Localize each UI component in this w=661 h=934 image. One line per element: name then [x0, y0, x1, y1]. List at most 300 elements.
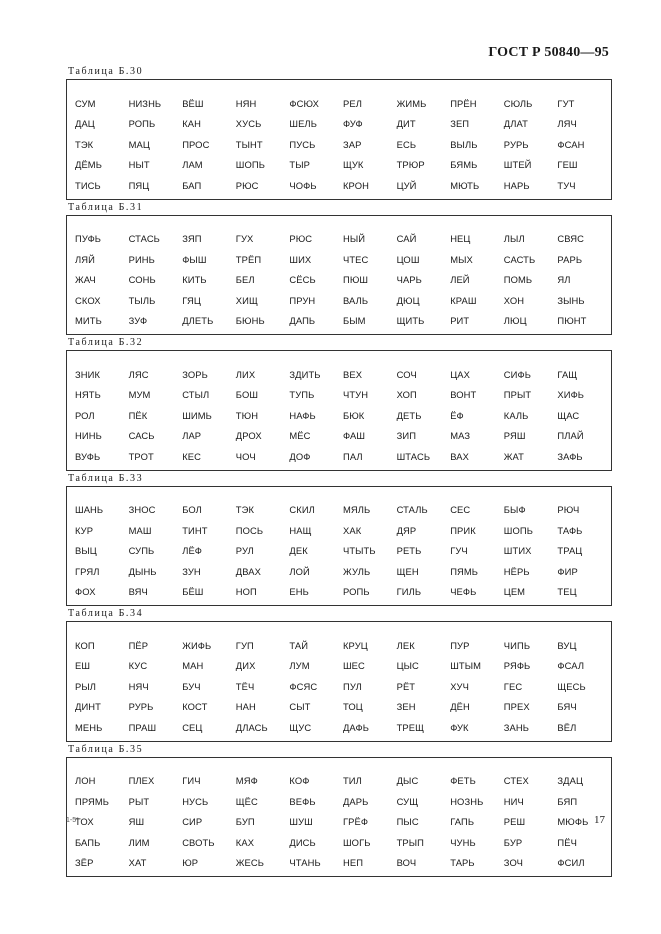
syllable-cell: КРАШ: [450, 294, 477, 306]
syllable-cell: ЛОН: [75, 775, 96, 786]
syllable-cell: ЮР: [182, 857, 199, 868]
syllable-cell: СВЯС: [557, 233, 585, 244]
syllable-cell: МЮТЬ: [450, 179, 480, 191]
syllable-cell: КОП: [75, 639, 95, 651]
syllable-cell: ПЛАЙ: [557, 430, 584, 441]
syllable-cell: ЛУМ: [289, 660, 310, 671]
syllable-cell: ЩУС: [289, 721, 312, 733]
syllable-cell: ЛЕК: [396, 639, 415, 651]
syllable-cell: ВЁШ: [182, 97, 204, 109]
syllable-cell: ЗЕП: [450, 118, 470, 129]
syllable-cell: МЕНЬ: [75, 721, 103, 733]
syllable-cell: ДРОХ: [235, 430, 262, 441]
syllable-cell: ФСЮХ: [289, 97, 319, 109]
footer-signature-mark: 1-5*: [66, 817, 79, 824]
syllable-cell: ТРЮР: [396, 159, 425, 170]
syllable-cell: ГУП: [235, 639, 254, 651]
syllable-cell: МАЦ: [128, 138, 150, 150]
syllable-cell: ХАТ: [128, 857, 147, 868]
syllable-table: [66, 471, 612, 607]
syllable-cell: РЕТЬ: [396, 545, 422, 556]
syllable-cell: ДОФ: [289, 450, 311, 462]
syllable-cell: СЫТ: [289, 701, 311, 712]
syllable-cell: ШУШ: [289, 816, 313, 827]
syllable-cell: ДЛАСЬ: [235, 721, 268, 733]
syllable-cell: ЖАЧ: [75, 274, 96, 285]
syllable-cell: ЗЁР: [75, 857, 94, 868]
syllable-cell: ЖИМЬ: [396, 97, 427, 109]
syllable-cell: ШИХ: [289, 253, 312, 265]
syllable-cell: КУР: [75, 524, 94, 536]
syllable-cell: СУПЬ: [128, 545, 155, 556]
syllable-cell: ПУР: [450, 639, 470, 651]
syllable-cell: ЖАТ: [503, 450, 524, 462]
syllable-cell: ТИНТ: [182, 524, 208, 536]
syllable-cell: СТАЛЬ: [396, 504, 428, 515]
syllable-cell: ГУХ: [235, 233, 254, 244]
syllable-cell: ЛЫЛ: [503, 233, 525, 244]
syllable-cell: СТЫЛ: [182, 389, 210, 400]
syllable-cell: ФИР: [557, 565, 578, 577]
syllable-cell: БЯЧ: [557, 701, 577, 712]
syllable-cell: ГЯЦ: [182, 294, 201, 306]
syllable-cell: РОЛ: [75, 409, 95, 421]
syllable-cell: МЁС: [289, 430, 311, 441]
syllable-cell: СЮЛЬ: [503, 97, 533, 109]
syllable-cell: БОЛ: [182, 504, 202, 515]
table-caption: Таблица Б.32: [68, 337, 144, 348]
syllable-cell: САСТЬ: [503, 253, 536, 265]
syllable-cell: ВАХ: [450, 450, 469, 462]
syllable-cell: ЛОЙ: [289, 565, 310, 577]
syllable-cell: ШТИХ: [503, 545, 532, 556]
syllable-cell: ЦЫС: [396, 660, 419, 671]
syllable-cell: ПУФЬ: [75, 233, 102, 244]
syllable-cell: КИТЬ: [182, 274, 207, 285]
syllable-cell: ГРЯЛ: [75, 565, 100, 577]
syllable-cell: РУЛ: [235, 545, 254, 556]
syllable-cell: СЕЦ: [182, 721, 203, 733]
syllable-cell: НЯН: [235, 97, 257, 109]
table-grid: [66, 79, 612, 200]
table-caption: Таблица Б.33: [68, 472, 144, 484]
syllable-cell: ВУФЬ: [75, 450, 101, 462]
syllable-cell: ЛЮЦ: [503, 315, 527, 326]
syllable-cell: ПРЯМЬ: [75, 795, 110, 807]
syllable-cell: ШТАСЬ: [396, 450, 431, 462]
syllable-cell: ЗАФЬ: [557, 450, 583, 462]
syllable-cell: ПЁЧ: [557, 836, 577, 848]
syllable-cell: ЦОШ: [396, 253, 420, 265]
syllable-cell: СУЩ: [396, 795, 419, 807]
syllable-cell: КРУЦ: [342, 639, 368, 651]
syllable-cell: ДАФЬ: [342, 721, 369, 733]
syllable-cell: ВЕХ: [342, 368, 363, 380]
syllable-cell: БУП: [235, 816, 255, 827]
syllable-cell: ЧТЕС: [342, 253, 369, 265]
syllable-cell: ЗЕН: [396, 701, 416, 712]
syllable-cell: ДЛАТ: [503, 118, 528, 129]
syllable-cell: СИР: [182, 816, 203, 827]
syllable-cell: ХИФЬ: [557, 389, 585, 400]
syllable-cell: МУМ: [128, 389, 151, 400]
syllable-cell: ЛАР: [182, 430, 202, 441]
syllable-cell: ЦУЙ: [396, 179, 417, 191]
syllable-cell: ПЮНТ: [557, 315, 587, 326]
syllable-cell: ПОСЬ: [235, 524, 264, 536]
syllable-cell: ЦАХ: [450, 368, 470, 380]
syllable-cell: ВАЛЬ: [342, 294, 369, 306]
syllable-cell: ЗНИК: [75, 368, 101, 380]
syllable-cell: ХУСЬ: [235, 118, 262, 129]
syllable-cell: ДЯР: [396, 524, 417, 536]
syllable-cell: ВЫЛЬ: [450, 138, 478, 150]
syllable-cell: ТРЁП: [235, 253, 262, 265]
syllable-cell: БОШ: [235, 389, 259, 400]
syllable-cell: ПЫС: [396, 816, 419, 827]
syllable-cell: ЛЯЙ: [75, 253, 95, 265]
syllable-cell: ЩУК: [342, 159, 364, 170]
syllable-cell: ЗДАЦ: [557, 775, 583, 786]
syllable-cell: БЁШ: [182, 586, 204, 597]
tables-container: [66, 64, 612, 877]
syllable-cell: ШОПЬ: [503, 524, 533, 536]
syllable-cell: САСЬ: [128, 430, 155, 441]
syllable-cell: РИТ: [450, 315, 470, 326]
syllable-cell: РУРЬ: [503, 138, 529, 150]
table-caption: Таблица Б.30: [68, 66, 144, 77]
syllable-cell: ШАНЬ: [75, 504, 104, 515]
syllable-cell: РЯШ: [503, 430, 526, 441]
syllable-cell: НЕЦ: [450, 233, 471, 244]
syllable-cell: САЙ: [396, 233, 417, 244]
syllable-cell: ПУЛ: [342, 680, 362, 692]
syllable-cell: ДЫС: [396, 775, 419, 786]
syllable-cell: КРОН: [342, 179, 369, 191]
syllable-cell: КОФ: [289, 775, 310, 786]
syllable-cell: ТИЛ: [342, 775, 362, 786]
syllable-cell: ЛАМ: [182, 159, 203, 170]
syllable-cell: ПРАШ: [128, 721, 157, 733]
syllable-cell: ЩЁС: [235, 795, 258, 807]
syllable-cell: ЩИТЬ: [396, 315, 425, 326]
syllable-cell: ФУК: [450, 721, 469, 733]
syllable-cell: РАРЬ: [557, 253, 583, 265]
syllable-cell: ВОНТ: [450, 389, 477, 400]
syllable-cell: НЯЧ: [128, 680, 149, 692]
syllable-cell: МЫХ: [450, 253, 473, 265]
syllable-cell: НИЗНЬ: [128, 97, 162, 109]
syllable-cell: ПРЫТ: [503, 389, 532, 400]
syllable-cell: ТЭК: [235, 504, 255, 515]
syllable-cell: МИТЬ: [75, 315, 102, 326]
syllable-cell: СКИЛ: [289, 504, 315, 515]
syllable-cell: КОСТ: [182, 701, 208, 712]
syllable-cell: ХУЧ: [450, 680, 469, 692]
syllable-cell: ЕСЬ: [396, 138, 417, 150]
syllable-cell: ЗАР: [342, 138, 362, 150]
syllable-cell: НИЧ: [503, 795, 524, 807]
syllable-cell: ТЭК: [75, 138, 94, 150]
syllable-cell: БЮНЬ: [235, 315, 265, 326]
syllable-cell: ПРИК: [450, 524, 476, 536]
syllable-cell: ФАШ: [342, 430, 366, 441]
syllable-cell: ДЕК: [289, 545, 308, 556]
syllable-cell: НЁРЬ: [503, 565, 530, 577]
syllable-cell: ТУЧ: [557, 179, 576, 191]
syllable-cell: ВЫЦ: [75, 545, 97, 556]
syllable-cell: ШТЕЙ: [503, 159, 532, 170]
syllable-cell: МЯФ: [235, 775, 258, 786]
syllable-cell: ВУЦ: [557, 639, 577, 651]
syllable-cell: ЕНЬ: [289, 586, 309, 597]
syllable-cell: НИНЬ: [75, 430, 102, 441]
syllable-cell: ЗОЧ: [503, 857, 523, 868]
syllable-cell: ФЫШ: [182, 253, 207, 265]
syllable-cell: ЧУНЬ: [450, 836, 476, 848]
syllable-cell: ПЯМЬ: [450, 565, 479, 577]
syllable-table: [66, 606, 612, 742]
syllable-cell: СТЕХ: [503, 775, 529, 786]
syllable-cell: ХОП: [396, 389, 417, 400]
syllable-cell: ТЁЧ: [235, 680, 255, 692]
syllable-cell: ХОН: [503, 294, 525, 306]
syllable-cell: НАН: [235, 701, 256, 712]
syllable-cell: ЯЛ: [557, 274, 571, 285]
syllable-cell: ФСИЛ: [557, 857, 585, 868]
syllable-cell: ЧОФЬ: [289, 179, 317, 191]
syllable-cell: РЫТ: [128, 795, 150, 807]
document-header: ГОСТ Р 50840—95: [488, 45, 609, 60]
syllable-cell: РЕЛ: [342, 97, 362, 109]
syllable-cell: БЕЛ: [235, 274, 255, 285]
syllable-cell: ГИЛЬ: [396, 586, 422, 597]
syllable-cell: РОПЬ: [342, 586, 370, 597]
syllable-cell: ПРОС: [182, 138, 210, 150]
syllable-cell: КАХ: [235, 836, 255, 848]
syllable-cell: ПЛЕХ: [128, 775, 155, 786]
syllable-cell: ДЮЦ: [396, 294, 420, 306]
syllable-cell: ДАЦ: [75, 118, 95, 129]
syllable-cell: ЧЕФЬ: [450, 586, 477, 597]
syllable-cell: ФЕТЬ: [450, 775, 476, 786]
syllable-cell: ХАК: [342, 524, 362, 536]
syllable-cell: МАШ: [128, 524, 152, 536]
syllable-cell: РЕШ: [503, 816, 526, 827]
syllable-cell: ДЁН: [450, 701, 470, 712]
syllable-cell: КАН: [182, 118, 201, 129]
syllable-cell: ТАФЬ: [557, 524, 583, 536]
table-grid: [66, 215, 612, 336]
syllable-cell: СОЧ: [396, 368, 417, 380]
syllable-cell: СКОХ: [75, 294, 101, 306]
syllable-cell: ТЮН: [235, 409, 259, 421]
syllable-cell: ДИНТ: [75, 701, 101, 712]
syllable-cell: БАП: [182, 179, 202, 191]
syllable-cell: ГЕШ: [557, 159, 578, 170]
syllable-cell: НАЩ: [289, 524, 312, 536]
table-caption: Таблица Б.31: [68, 201, 144, 213]
syllable-cell: ЗЫНЬ: [557, 294, 585, 306]
syllable-cell: СЁСЬ: [289, 274, 316, 285]
syllable-cell: СЕС: [450, 504, 471, 515]
syllable-cell: СВОТЬ: [182, 836, 215, 848]
syllable-cell: ПЮШ: [342, 274, 369, 285]
syllable-cell: ПУСЬ: [289, 138, 316, 150]
syllable-cell: ГЕС: [503, 680, 523, 692]
syllable-cell: ГАПЬ: [450, 816, 475, 827]
syllable-cell: ПОМЬ: [503, 274, 533, 285]
syllable-cell: КЕС: [182, 450, 201, 462]
syllable-cell: ДИТ: [396, 118, 416, 129]
syllable-cell: ДЫНЬ: [128, 565, 157, 577]
syllable-cell: НЯТЬ: [75, 389, 101, 400]
syllable-cell: НАРЬ: [503, 179, 530, 191]
syllable-cell: РЯФЬ: [503, 660, 531, 671]
syllable-cell: ПЁК: [128, 409, 148, 421]
syllable-cell: БЮК: [342, 409, 365, 421]
syllable-cell: ФСЯС: [289, 680, 318, 692]
syllable-cell: СТАСЬ: [128, 233, 160, 244]
syllable-cell: БЫФ: [503, 504, 526, 515]
syllable-cell: ЛИХ: [235, 368, 256, 380]
syllable-cell: ВОЧ: [396, 857, 417, 868]
syllable-cell: ЁФ: [450, 409, 464, 421]
syllable-cell: ГРЁФ: [342, 816, 369, 827]
syllable-cell: ЗУФ: [128, 315, 148, 326]
syllable-cell: ТОХ: [75, 816, 94, 827]
syllable-cell: ДИХ: [235, 660, 256, 671]
syllable-cell: НЫТ: [128, 159, 150, 170]
syllable-cell: ЖУЛЬ: [342, 565, 371, 577]
syllable-cell: ТАРЬ: [450, 857, 475, 868]
syllable-cell: ШОПЬ: [235, 159, 265, 170]
syllable-cell: ЗИП: [396, 430, 417, 441]
syllable-cell: КАЛЬ: [503, 409, 529, 421]
syllable-cell: ДИСЬ: [289, 836, 316, 848]
syllable-cell: РИНЬ: [128, 253, 155, 265]
syllable-cell: ГУТ: [557, 97, 575, 109]
syllable-cell: ЛЯЧ: [557, 118, 577, 129]
syllable-cell: ТЫНТ: [235, 138, 263, 150]
syllable-cell: ТЫР: [289, 159, 310, 170]
syllable-cell: ЗАНЬ: [503, 721, 530, 733]
syllable-cell: ЩЕСЬ: [557, 680, 586, 692]
syllable-cell: ЯШ: [128, 816, 145, 827]
syllable-cell: ЗЯП: [182, 233, 202, 244]
syllable-cell: НАФЬ: [289, 409, 316, 421]
table-grid: [66, 757, 612, 878]
syllable-cell: ВЁЛ: [557, 721, 577, 733]
syllable-cell: ТАЙ: [289, 639, 309, 651]
syllable-cell: КУС: [128, 660, 148, 671]
syllable-cell: НЫЙ: [342, 233, 366, 244]
syllable-cell: ЧОЧ: [235, 450, 256, 462]
syllable-cell: ШЕС: [342, 660, 365, 671]
syllable-table: [66, 335, 612, 471]
syllable-cell: ЗДИТЬ: [289, 368, 321, 380]
syllable-cell: МЮФЬ: [557, 816, 589, 827]
syllable-cell: ДЕТЬ: [396, 409, 422, 421]
syllable-cell: ШИМЬ: [182, 409, 212, 421]
syllable-cell: ПЯЦ: [128, 179, 150, 191]
syllable-cell: СИФЬ: [503, 368, 531, 380]
table-grid: [66, 350, 612, 471]
syllable-cell: ХИЩ: [235, 294, 258, 306]
syllable-table: [66, 64, 612, 200]
syllable-cell: ГУЧ: [450, 545, 468, 556]
syllable-cell: ПЁР: [128, 639, 149, 651]
syllable-cell: БЯМЬ: [450, 159, 478, 170]
syllable-cell: ВЕФЬ: [289, 795, 316, 807]
syllable-cell: ЗОРЬ: [182, 368, 208, 380]
syllable-cell: ДЛЕТЬ: [182, 315, 214, 326]
syllable-cell: ПРЕХ: [503, 701, 530, 712]
syllable-cell: ЛЁФ: [182, 545, 203, 556]
syllable-cell: ВЯЧ: [128, 586, 148, 597]
syllable-cell: МАЗ: [450, 430, 471, 441]
syllable-cell: РЁТ: [396, 680, 416, 692]
syllable-cell: ТОЦ: [342, 701, 363, 712]
syllable-cell: СОНЬ: [128, 274, 156, 285]
syllable-cell: МАН: [182, 660, 204, 671]
syllable-cell: РОПЬ: [128, 118, 156, 129]
syllable-cell: ЛИМ: [128, 836, 150, 848]
syllable-cell: БАПЬ: [75, 836, 101, 848]
syllable-cell: ШОГЬ: [342, 836, 371, 848]
syllable-cell: ЗУН: [182, 565, 201, 577]
syllable-cell: ДАПЬ: [289, 315, 316, 326]
syllable-cell: БУЧ: [182, 680, 201, 692]
syllable-cell: ЧАРЬ: [396, 274, 422, 285]
syllable-cell: ФСАН: [557, 138, 585, 150]
syllable-cell: ЩАС: [557, 409, 580, 421]
syllable-cell: ШТЫМ: [450, 660, 482, 671]
syllable-cell: НУСЬ: [182, 795, 209, 807]
syllable-cell: ГАЩ: [557, 368, 578, 380]
syllable-cell: СУМ: [75, 97, 96, 109]
syllable-cell: ДВАХ: [235, 565, 261, 577]
syllable-cell: ТРЕЩ: [396, 721, 425, 733]
syllable-cell: ЧТЫТЬ: [342, 545, 376, 556]
syllable-cell: ПРУН: [289, 294, 316, 306]
syllable-cell: ТРОТ: [128, 450, 154, 462]
syllable-cell: НЕП: [342, 857, 364, 868]
syllable-cell: ТРАЦ: [557, 545, 583, 556]
page-number: 17: [594, 814, 605, 826]
syllable-cell: НОП: [235, 586, 257, 597]
syllable-cell: РЮЧ: [557, 504, 580, 515]
table-grid: [66, 486, 612, 607]
syllable-cell: ТЕЦ: [557, 586, 577, 597]
syllable-cell: ДЁМЬ: [75, 159, 102, 170]
table-caption: Таблица Б.35: [68, 743, 144, 755]
syllable-cell: БЯП: [557, 795, 578, 807]
syllable-cell: ЖИФЬ: [182, 639, 212, 651]
syllable-cell: НОЗНЬ: [450, 795, 484, 807]
syllable-table: [66, 200, 612, 336]
syllable-cell: ПАЛ: [342, 450, 363, 462]
syllable-cell: ЕШ: [75, 660, 91, 671]
syllable-cell: МЯЛЬ: [342, 504, 371, 515]
syllable-cell: ЧТУН: [342, 389, 369, 400]
syllable-table: [66, 742, 612, 878]
syllable-cell: РЮС: [289, 233, 313, 244]
syllable-cell: ЛЕЙ: [450, 274, 470, 285]
syllable-cell: ФСАЛ: [557, 660, 585, 671]
syllable-cell: РЫЛ: [75, 680, 97, 692]
table-grid: [66, 621, 612, 742]
